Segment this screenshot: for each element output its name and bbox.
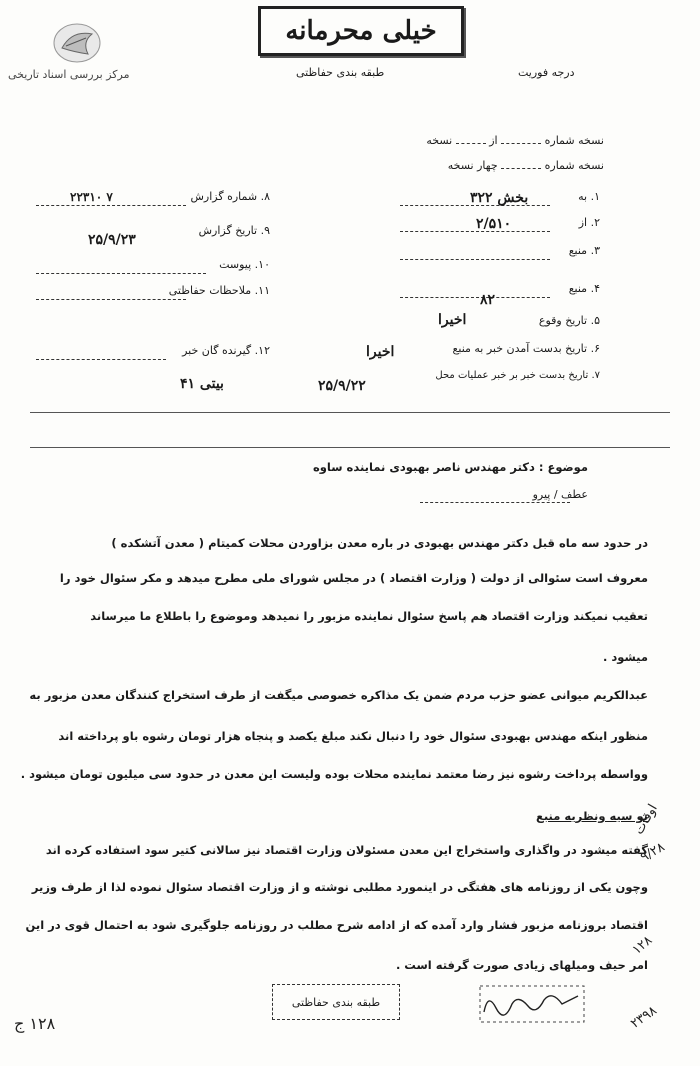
body-line: تعقیب نمیکند وزارت اقتصاد هم پاسخ سئوال نماینده مزبور را نمیدهد وموضوع را باطلاع ما میرساند: [90, 609, 648, 623]
body-line: وچون یکی از روزنامه های هفتگی در اینمورد مطلبی نوشته و از وزارت اقتصاد سئوال نموده لذا از طرف وزیر: [31, 880, 648, 894]
body-line: گفته میشود در واگذاری واستخراج این معدن مسئولان وزارت اقتصاد نیز سالانی کتیر سود استفاده کرده اند: [45, 843, 648, 857]
field-source-label: ۳. منبع: [568, 244, 600, 257]
urgency-label: درجه فوریت: [518, 66, 575, 79]
report-number-label: ۸. شماره گزارش: [190, 190, 270, 203]
logo-caption: مرکز بررسی اسناد تاریخی: [8, 68, 130, 81]
classification-label: طبقه بندی حفاظتی: [296, 66, 385, 79]
recipients-value: بیتی ۴۱: [180, 376, 224, 392]
field-source2-label: ۴. منبع: [568, 282, 600, 295]
body-line: میشود .: [602, 650, 648, 664]
body-line: امر حیف ومیلهای زیادی صورت گرفته است .: [395, 958, 648, 972]
copy-count-label: نسخه شماره: [544, 134, 604, 147]
copy-total-label: نسخه: [426, 134, 453, 147]
copy-number-line: [404, 134, 604, 147]
copy-line2-label: نسخه شماره: [544, 159, 604, 172]
margin-note: ۲۳۹۸: [628, 1003, 660, 1032]
copy-line2-value: چهار نسخه: [447, 159, 498, 172]
body-line: اقتصاد بروزنامه مزبور فشار وارد آمده که از ادامه شرح مطلب در روزنامه جلوگیری شود به احتمال قوی در این: [25, 918, 648, 932]
report-number-value: ۲۲۳۱۰ ۷: [70, 190, 113, 204]
body-line: منظور اینکه مهندس بهبودی سئوال خود را دنبال نکند مبلغ یکصد و پنجاه هزار تومان رشوه باو پرداخته اند: [58, 729, 648, 743]
classification-footer-stamp: طبقه بندی حفاظتی: [272, 984, 400, 1020]
field-to-label: ۱. به: [578, 190, 600, 203]
margin-note: ۱۲۸: [629, 933, 656, 958]
field-from-value: ۲/۵۱۰: [476, 216, 512, 232]
report-date-value: ۲۵/۹/۲۳: [88, 232, 136, 248]
subject-value: دکتر مهندس ناصر بهبودی نماینده ساوه: [312, 460, 535, 474]
report-date-label: ۹. تاریخ گزارش: [198, 224, 270, 237]
subject-label: موضوع: [547, 460, 588, 474]
field-news-date-value: اخیرا: [366, 344, 395, 360]
field-event-date-label: ۵. تاریخ وقوع: [538, 314, 600, 327]
field-to-value: بخش ۳۲۲: [470, 190, 529, 206]
field-source2-value: ۸۲: [480, 292, 496, 308]
archive-logo-icon: [52, 22, 102, 64]
field-from-label: ۲. از: [578, 216, 600, 229]
copy-of-label: از: [489, 134, 498, 147]
margin-note: اوقات: [631, 801, 661, 838]
classification-stamp: خیلی محرمانه: [258, 6, 464, 56]
copy-number-line-2: [404, 159, 604, 172]
margin-note: ۹/۲۸: [637, 839, 668, 866]
security-notes-label: ۱۱. ملاحظات حفاظتی: [168, 284, 270, 297]
source-opinion-heading: تو سیه ونظریه منبع: [536, 809, 648, 823]
field-ops-date-value: ۲۵/۹/۲۲: [318, 378, 366, 394]
recipients-label: ۱۲. گیرنده گان خبر: [182, 344, 270, 357]
signature-icon: [478, 982, 588, 1026]
body-line: معروف است سئوالی از دولت ( وزارت اقتصاد ) در مجلس شورای ملی مطرح میدهد و مکر سئوال خود را: [59, 571, 648, 585]
divider-line: [30, 412, 670, 413]
attachment-label: ۱۰. پیوست: [219, 258, 270, 271]
field-event-date-value: اخیرا: [438, 312, 467, 328]
body-line: در حدود سه ماه قبل دکتر مهندس بهبودی در باره معدن بزاوردن محلات کمیتام ( معدن آتشکده ): [111, 536, 648, 550]
reference-label: عطف / پیرو: [532, 488, 588, 501]
page-number: ۱۲۸ ج: [14, 1014, 56, 1033]
body-line: عبدالکریم میوانی عضو حزب مردم ضمن یک مذاکره خصوصی میگفت از طرف استخراج کنندگان معدن مزبور به: [29, 688, 648, 702]
body-line: وواسطه پرداخت رشوه نیز رضا معتمد نماینده محلات بوده ولیست این معدن در حدود سی میلیون تومان میشود .: [20, 767, 648, 781]
field-news-date-label: ۶. تاریخ بدست آمدن خبر به منبع: [452, 342, 600, 355]
field-ops-date-label: ۷. تاریخ بدست خبر بر خبر عملیات محل: [435, 370, 600, 381]
divider-line-2: [30, 447, 670, 448]
subject-line: موضوع : دکتر مهندس ناصر بهبودی نماینده ساوه: [312, 460, 588, 474]
